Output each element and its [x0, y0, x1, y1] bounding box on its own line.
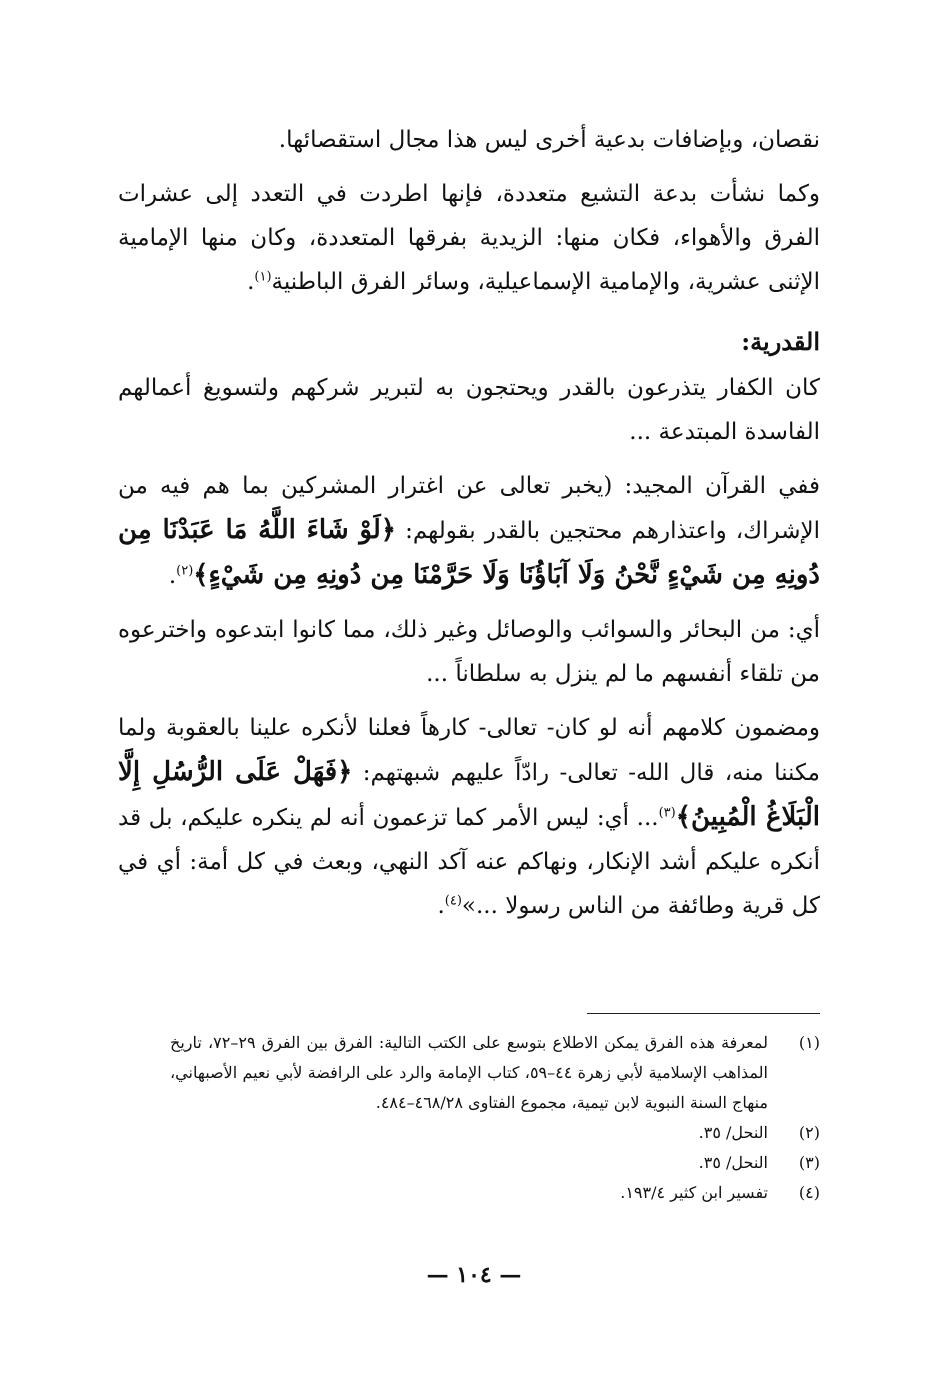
footnote-4	[170, 1178, 820, 1208]
page-number: — ١٠٤ —	[426, 1262, 522, 1288]
section-heading: القدرية:	[741, 327, 820, 356]
footnote-ref-2[interactable]: (٢)	[176, 563, 194, 579]
footnote-text: النحل/ ٣٥.	[698, 1153, 768, 1172]
paragraph-4	[118, 464, 820, 598]
paragraph-5-text: أي: من البحائر والسوائب والوصائل وغير ذلك، مما كانوا ابتدعوه واخترعوه من تلقاء أنفسهم ما لم ينزل به سلطاناً ...	[118, 617, 820, 687]
footnote-ref-4[interactable]: (٤)	[444, 893, 462, 909]
paragraph-6	[118, 706, 820, 928]
paragraph-1	[118, 118, 820, 162]
footnote-text: تفسير ابن كثير ١٩٣/٤.	[620, 1183, 768, 1202]
footnote-1	[170, 1028, 820, 1118]
footnote-number: (١)	[798, 1033, 820, 1052]
paragraph-2-end: .	[247, 269, 255, 295]
footnote-number: (٣)	[798, 1153, 820, 1172]
paragraph-5	[118, 608, 820, 696]
main-text	[118, 118, 820, 928]
footnote-2	[170, 1118, 820, 1148]
footnote-divider	[587, 1013, 820, 1014]
paragraph-4-text: ففي القرآن المجيد: (يخبر تعالى عن اغترار المشركين بما هم فيه من الإشراك، واعتذارهم محتجين بالقدر بقولهم:	[118, 473, 820, 544]
footnotes	[170, 1028, 820, 1208]
footnote-number: (٢)	[798, 1123, 820, 1142]
paragraph-6-text: ومضمون كلامهم أنه لو كان- تعالى- كارهاً فعلنا لأنكره علينا بالعقوبة ولما مكننا منه، قال الله- تعالى- رادّاً عليهم شبهتهم:	[118, 715, 820, 786]
paragraph-1-text: نقصان، وبإضافات بدعية أخرى ليس هذا مجال استقصائها.	[278, 127, 820, 153]
paragraph-2	[118, 172, 820, 304]
paragraph-2-text: وكما نشأت بدعة التشيع متعددة، فإنها اطردت في التعدد إلى عشرات الفرق والأهواء، فكان منها: الزيدية بفرقها المتعددة، وكان منها الإمامية الإثنى عشرية، والإمامية الإسماعيلية، وسائر الفرق الباطنية	[118, 181, 820, 295]
paragraph-3-text: كان الكفار يتذرعون بالقدر ويحتجون به لتبرير شركهم ولتسويغ أعمالهم الفاسدة المبتدعة ...	[118, 375, 820, 445]
footnote-text: لمعرفة هذه الفرق يمكن الاطلاع بتوسع على الكتب التالية: الفرق بين الفرق ٢٩–٧٢، تاريخ المذاهب الإسلامية لأبي زهرة ٤٤–٥٩، كتاب الإمامة والرد على الرافضة لأبي نعيم الأصبهاني، منهاج السنة النبوية لابن تيمية، مجموع الفتاوى ٤٦٨/٢٨–٤٨٤.	[170, 1033, 769, 1112]
footnote-text: النحل/ ٣٥.	[698, 1123, 768, 1142]
footnote-ref-1[interactable]: (١)	[254, 269, 272, 285]
quran-verse-2: ﴿فَهَلْ عَلَى الرُّسُلِ إِلَّا الْبَلَاغُ الْمُبِينُ﴾	[118, 757, 821, 832]
paragraph-3	[118, 366, 820, 454]
footnote-number: (٤)	[798, 1183, 820, 1202]
footnote-3	[170, 1148, 820, 1178]
footnote-ref-3[interactable]: (٣)	[658, 805, 676, 821]
paragraph-6-middle: ... أي: ليس الأمر كما تزعمون أنه لم ينكره عليكم، بل قد أنكره عليكم أشد الإنكار، ونهاكم عنه آكد النهي، وبعث في كل أمة: أي في كل قرية وطائفة من الناس رسولا ...»	[118, 805, 820, 919]
paragraph-6-end: .	[437, 893, 445, 919]
paragraph-4-end: .	[168, 563, 177, 589]
quran-verse-1: ﴿لَوْ شَاءَ اللَّهُ مَا عَبَدْنَا مِن دُونِهِ مِن شَيْءٍ نَّحْنُ وَلَا آبَاؤُنَا وَلَا حَرَّمْنَا مِن دُونِهِ مِن شَيْءٍ﴾	[118, 515, 820, 590]
